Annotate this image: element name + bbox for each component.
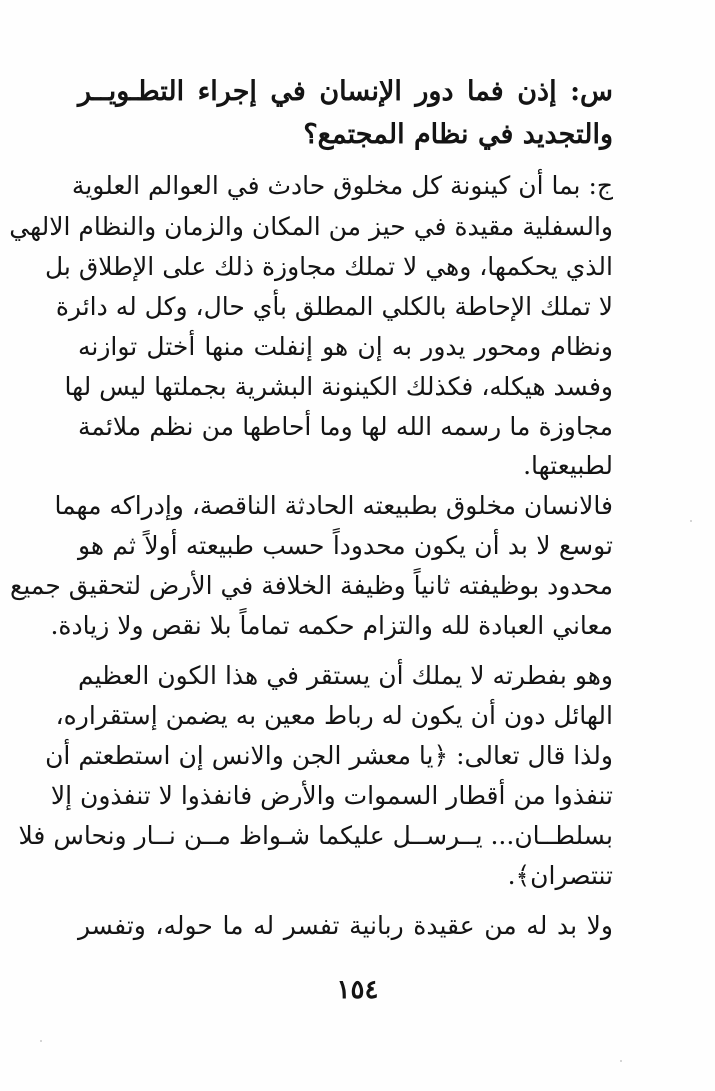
paragraph-2-line-1: فالانسان مخلوق بطبيعته الحادثة الناقصة، وإدراكه مهما: [54, 491, 613, 520]
paragraph-1-line-4: لا تملك الإحاطة بالكلي المطلق بأي حال، وكل له دائرة: [55, 292, 613, 321]
paragraph-2-line-2: توسع لا بد أن يكون محدوداً حسب طبيعته أولاً ثم هو: [78, 531, 613, 560]
paragraph-3-line-1: وهو بفطرته لا يملك أن يستقر في هذا الكون العظيم: [78, 661, 613, 690]
paragraph-3-line-5: بسلطــان... يــرســل عليكما شـواظ مــن نــار ونحاس فلا: [18, 821, 613, 850]
paragraph-2-line-4: معاني العبادة لله والتزام حكمه تماماً بلا نقص ولا زيادة.: [50, 611, 613, 640]
paragraph-1-line-6: وفسد هيكله، فكذلك الكينونة البشرية بجملتها ليس لها: [64, 372, 613, 401]
paragraph-3-line-2: الهائل دون أن يكون له رباط معين به يضمن إستقراره،: [55, 701, 613, 730]
paragraph-4-line-1: ولا بد له من عقيدة ربانية تفسر له ما حوله، وتفسر: [78, 911, 613, 940]
question-line-1: س: إذن فما دور الإنسان في إجراء التطـويــر: [78, 76, 613, 107]
scan-speck: [620, 1060, 622, 1062]
paragraph-1-line-3: الذي يحكمها، وهي لا تملك مجاوزة ذلك على الإطلاق بل: [45, 252, 613, 281]
page-number: ١٥٤: [336, 975, 379, 1005]
paragraph-1-line-2: والسفلية مقيدة في حيز من المكان والزمان والنظام الالهي: [9, 212, 613, 241]
paragraph-2-line-3: محدود بوظيفته ثانياً وظيفة الخلافة في الأرض لتحقيق جميع: [10, 571, 613, 600]
paragraph-3-line-6: تنتصران﴾.: [507, 861, 613, 890]
paragraph-3-line-3: ولذا قال تعالى: ﴿يا معشر الجن والانس إن استطعتم أن: [45, 741, 613, 770]
paragraph-3-line-4: تنفذوا من أقطار السموات والأرض فانفذوا لا تنفذون إلا: [50, 781, 613, 810]
scan-speck: [690, 520, 692, 522]
question-line-2: والتجديد في نظام المجتمع؟: [303, 119, 613, 150]
paragraph-1-line-1: ج: بما أن كينونة كل مخلوق حادث في العوالم العلوية: [71, 171, 613, 200]
paragraph-1-line-7: مجاوزة ما رسمه الله لها وما أحاطها من نظم ملائمة: [78, 412, 613, 441]
paragraph-1-line-5: ونظام ومحور يدور به إن هو إنفلت منها أختل توازنه: [78, 332, 613, 361]
scan-speck: [40, 1040, 42, 1042]
paragraph-1-line-8: لطبيعتها.: [523, 451, 613, 480]
